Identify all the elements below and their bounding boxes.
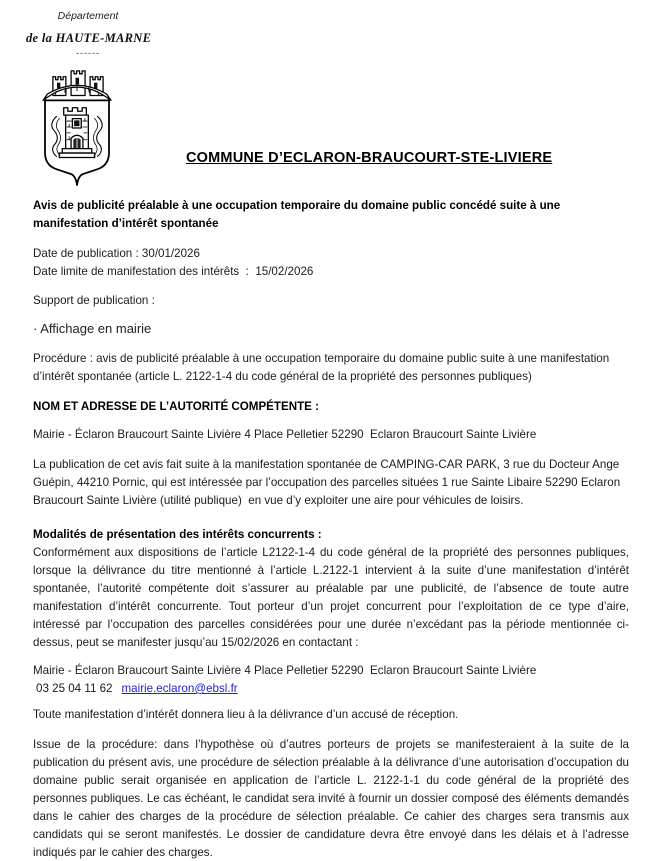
procedure-paragraph: Procédure : avis de publicité préalable à une occupation temporaire du domaine public suite à une manifestation d’intérêt spontanée (article L. 2122-1-4 du code général de la propriété des personnes publiques) xyxy=(33,352,610,383)
department-label: Département xyxy=(57,10,119,22)
publication-context-paragraph: La publication de cet avis fait suite à la manifestation spontanée de CAMPING-CAR PARK, 3 rue du Docteur Ange Guépin, 44210 Pornic, qui est intéressée par l’occupation des parcelles situées 1 rue Sainte Libaire 52290 Eclaron Braucourt Sainte Livière (utilité publique) en vue d’y exploiter une aire pour véhicules de loisirs. xyxy=(33,458,624,507)
publication-date: Date de publication : 30/01/2026 xyxy=(33,247,200,260)
department-name: de la HAUTE-MARNE xyxy=(26,31,152,45)
coat-of-arms-icon xyxy=(30,62,124,190)
contact-email-link[interactable]: mairie.eclaron@ebsl.fr xyxy=(121,682,238,695)
contact-address: Mairie - Éclaron Braucourt Sainte Livière 4 Place Pelletier 52290 Eclaron Braucourt Sainte Livière xyxy=(33,664,537,677)
commune-title: COMMUNE D’ECLARON-BRAUCOURT-STE-LIVIERE xyxy=(186,150,553,166)
contact-phone: 03 25 04 11 62 xyxy=(36,682,113,695)
contact-line xyxy=(33,680,629,698)
notice-subject: Avis de publicité préalable à une occupation temporaire du domaine public concédé suite à une manifestation d’intérêt spontanée xyxy=(33,199,561,230)
authority-address: Mairie - Éclaron Braucourt Sainte Livière 4 Place Pelletier 52290 Eclaron Braucourt Sainte Livière xyxy=(33,428,537,441)
document-header xyxy=(0,0,659,192)
document-body xyxy=(0,197,659,861)
modalites-heading: Modalités de présentation des intérêts concurrents : xyxy=(33,528,322,541)
accuse-reception-paragraph: Toute manifestation d’intérêt donnera lieu à la délivrance d’un accusé de réception. xyxy=(33,708,459,721)
separator-dashes: ------ xyxy=(76,48,100,58)
modalites-paragraph: Conformément aux dispositions de l’article L2122-1-4 du code général de la propriété des personnes publiques, lorsque la délivrance du titre mentionné à l’article L.2122-1 intervient à la suite d’une manifestation d’intérêt spontanée, l’autorité compétente doit s’assurer au préalable par une publicité, de l’absence de toute autre manifestation d’intérêt concurrente. Tout porteur d’un projet concurrent pour l’exploitation de ce type d’aire, intéressé par l’occupation des parcelles considérées pour une durée n’excédant pas la période mentionnée ci-dessus, peut se manifester jusqu’au 15/02/2026 en contactant : xyxy=(33,546,629,649)
department-block xyxy=(26,10,150,58)
deadline-date: Date limite de manifestation des intérêts : 15/02/2026 xyxy=(33,265,314,278)
authority-heading: NOM ET ADRESSE DE L’AUTORITÉ COMPÉTENTE : xyxy=(33,400,319,413)
support-label: Support de publication : xyxy=(33,294,155,307)
support-item-affichage: · Affichage en mairie xyxy=(33,321,152,336)
issue-procedure-paragraph: Issue de la procédure: dans l’hypothèse où d’autres porteurs de projets se manifesteraient à la suite de la publication du présent avis, une procédure de sélection préalable à la délivrance d’une autorisation d’occupation du domaine public serait organisée en application de l’article L. 2122-1-1 du code général de la propriété des personnes publiques. Le cas échéant, le candidat sera invité à fournir un dossier composé des éléments demandés dans le cahier des charges de la procédure de sélection préalable. Ce cahier des charges sera transmis aux candidats qui se seront manifestés. Le dossier de candidature devra être envoyé dans les délais et à l’adresse indiqués par le cahier des charges. xyxy=(33,738,629,859)
